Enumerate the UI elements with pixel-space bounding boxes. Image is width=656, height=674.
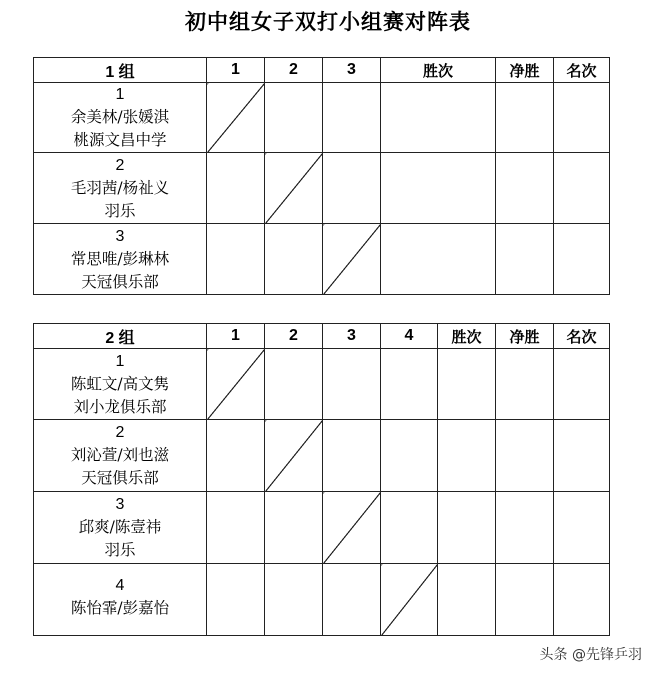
score-cell: [323, 83, 381, 153]
table-row: [34, 420, 610, 492]
diagonal-cell: [323, 492, 381, 564]
score-cell: [323, 349, 381, 420]
score-cell: [207, 420, 265, 492]
net-header: 净胜: [496, 58, 554, 83]
col-header: 2: [265, 324, 323, 349]
team-number: 1: [115, 86, 125, 103]
wins-header: 胜次: [438, 324, 496, 349]
rank-header: 名次: [554, 58, 610, 83]
team-cell: [34, 153, 207, 224]
team-cell: [34, 492, 207, 564]
table-row: [34, 564, 610, 636]
rank-cell: [554, 349, 610, 420]
net-cell: [496, 349, 554, 420]
table-row: [34, 349, 610, 420]
wins-cell: [438, 420, 496, 492]
diagonal-cell: [381, 564, 438, 636]
rank-cell: [554, 224, 610, 295]
table-row: [34, 83, 610, 153]
rank-cell: [554, 153, 610, 224]
diagonal-cell: [207, 349, 265, 420]
team-club: 羽乐: [104, 541, 136, 559]
score-cell: [265, 564, 323, 636]
score-cell: [265, 83, 323, 153]
group-label: 2 组: [34, 324, 207, 349]
wins-cell: [438, 564, 496, 636]
team-players: 刘沁萱/刘也滋: [70, 446, 170, 464]
group-2-table: [33, 323, 610, 636]
team-number: 3: [115, 227, 125, 245]
team-players: 常思唯/彭琳林: [70, 249, 170, 268]
score-cell: [323, 420, 381, 492]
net-cell: [496, 564, 554, 636]
wins-cell: [381, 224, 496, 295]
diagonal-cell: [207, 83, 265, 153]
net-cell: [496, 420, 554, 492]
wins-cell: [381, 83, 496, 153]
team-number: 4: [115, 577, 125, 594]
rank-cell: [554, 420, 610, 492]
net-cell: [496, 224, 554, 295]
rank-cell: [554, 564, 610, 636]
team-cell: [34, 83, 207, 153]
col-header: 2: [265, 58, 323, 83]
header-row: [34, 324, 610, 349]
table-row: [34, 224, 610, 295]
score-cell: [207, 153, 265, 224]
header-row: [34, 58, 610, 83]
page-title: 初中组女子双打小组赛对阵表: [185, 9, 471, 34]
wins-header: 胜次: [381, 58, 496, 83]
score-cell: [323, 564, 381, 636]
team-players: 邱爽/陈壹祎: [78, 518, 162, 536]
team-players: 陈怡霏/彭嘉怡: [70, 599, 170, 617]
score-cell: [381, 349, 438, 420]
team-players: 陈虹文/高文隽: [70, 374, 170, 393]
net-cell: [496, 492, 554, 564]
net-header: 净胜: [496, 324, 554, 349]
team-club: 天冠俱乐部: [81, 272, 159, 291]
col-header: 3: [323, 58, 381, 83]
net-cell: [496, 83, 554, 153]
wins-cell: [438, 492, 496, 564]
team-number: 3: [115, 496, 125, 513]
team-number: 2: [115, 424, 125, 441]
score-cell: [265, 224, 323, 295]
team-players: 毛羽茜/杨祉义: [70, 178, 170, 197]
wins-cell: [438, 349, 496, 420]
group-label: 1 组: [34, 58, 207, 83]
watermark: 头条 @先锋乒羽: [539, 647, 642, 663]
score-cell: [381, 420, 438, 492]
rank-header: 名次: [554, 324, 610, 349]
wins-cell: [381, 153, 496, 224]
col-header: 1: [207, 324, 265, 349]
diagonal-cell: [323, 224, 381, 295]
col-header: 1: [207, 58, 265, 83]
score-cell: [381, 492, 438, 564]
group-1-table: [33, 57, 610, 295]
team-cell: [34, 349, 207, 420]
team-club: 羽乐: [104, 201, 136, 220]
score-cell: [265, 492, 323, 564]
score-cell: [207, 564, 265, 636]
score-cell: [207, 492, 265, 564]
team-players: 余美林/张媛淇: [70, 108, 170, 126]
team-club: 桃源文昌中学: [73, 131, 167, 149]
table-row: [34, 492, 610, 564]
col-header: 4: [381, 324, 438, 349]
rank-cell: [554, 492, 610, 564]
col-header: 3: [323, 324, 381, 349]
diagonal-cell: [265, 153, 323, 224]
diagonal-cell: [265, 420, 323, 492]
team-number: 2: [115, 156, 125, 174]
team-number: 1: [115, 352, 125, 370]
net-cell: [496, 153, 554, 224]
score-cell: [265, 349, 323, 420]
score-cell: [207, 224, 265, 295]
team-cell: [34, 564, 207, 636]
team-cell: [34, 420, 207, 492]
team-club: 天冠俱乐部: [81, 469, 159, 487]
team-cell: [34, 224, 207, 295]
team-club: 刘小龙俱乐部: [73, 397, 167, 416]
table-row: [34, 153, 610, 224]
rank-cell: [554, 83, 610, 153]
score-cell: [323, 153, 381, 224]
